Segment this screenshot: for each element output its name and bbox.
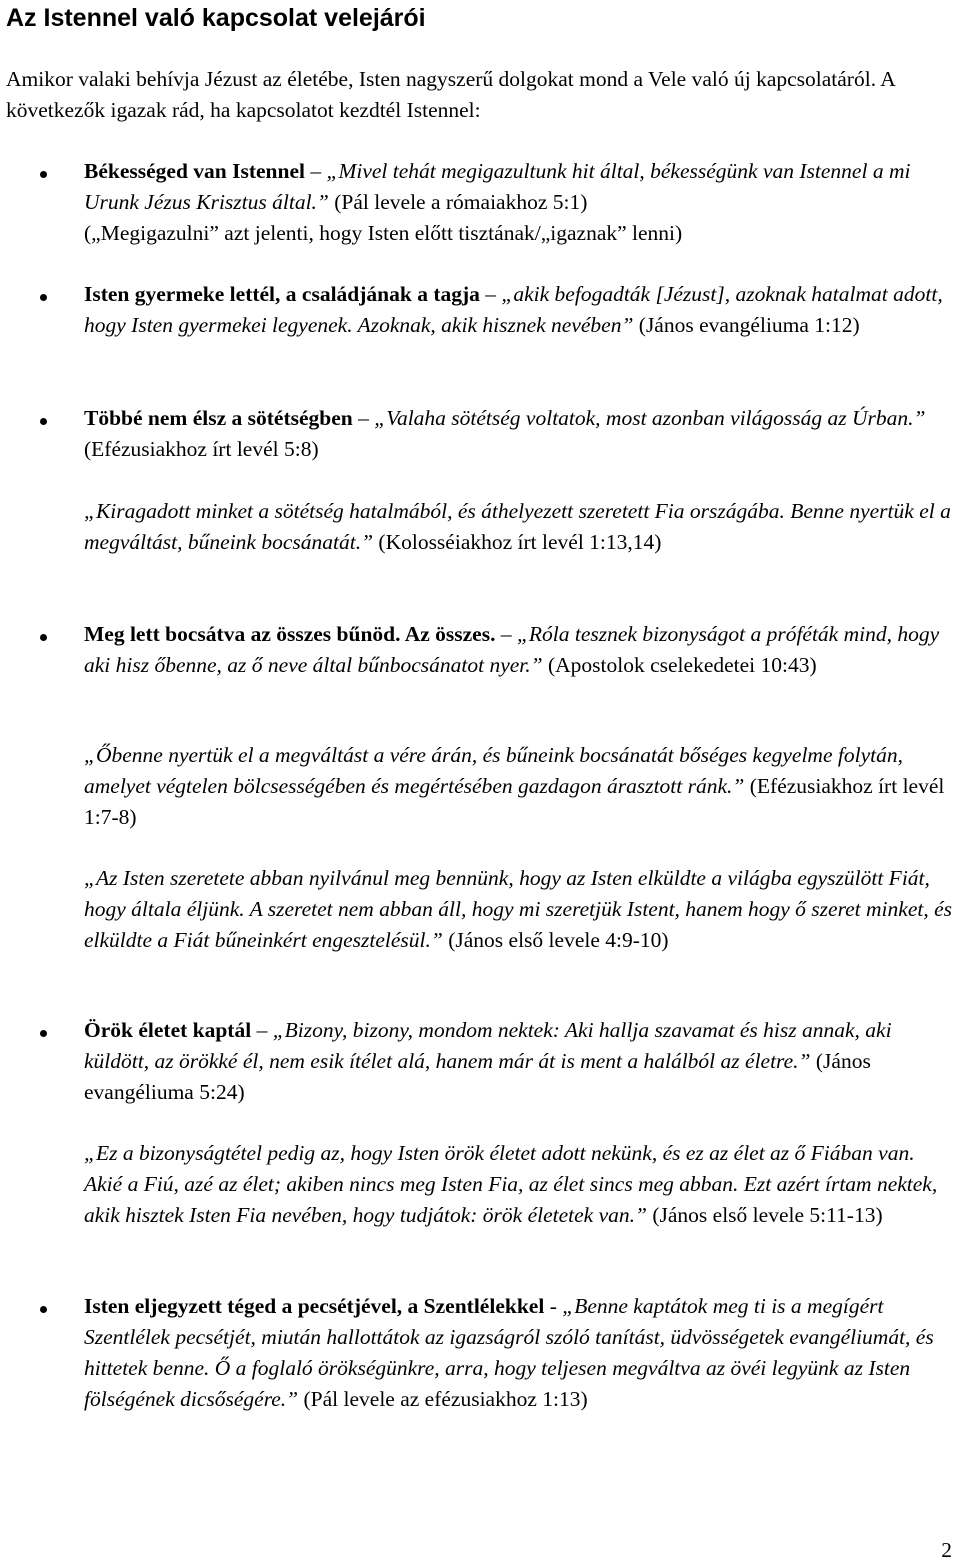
verse-quote: „Az Isten szeretete abban nyilvánul meg bennünk, hogy az Isten elküldte a világba egyszülött Fiát, hogy általa éljünk. A szeretet nem abban áll, hogy mi szeretjük Istent, hanem hogy ő szeret minket, és elküldte a Fiát bűneinkért engesztelésül.” bbox=[84, 866, 952, 952]
verse-reference: (János első levele 5:11-13) bbox=[646, 1203, 883, 1227]
verse-block bbox=[84, 740, 956, 833]
item-heading: Békességed van Istennel bbox=[84, 159, 305, 183]
list-item-child-of-god bbox=[84, 279, 956, 341]
item-heading: Meg lett bocsátva az összes bűnöd. Az összes. bbox=[84, 622, 496, 646]
item-separator: – bbox=[495, 622, 517, 646]
verse-reference: (Kolosséiakhoz írt levél 1:13,14) bbox=[373, 530, 662, 554]
list-item-peace bbox=[84, 156, 956, 249]
item-reference: (Efézusiakhoz írt levél 5:8) bbox=[84, 437, 319, 461]
item-quote: „Bizony, bizony, mondom nektek: Aki hallja szavamat és hisz annak, aki küldött, az örökké él, nem esik ítélet alá, hanem már át is ment a halálból az életre.” bbox=[84, 1018, 892, 1073]
item-quote: „akik befogadták [Jézust], azoknak hatalmat adott, hogy Isten gyermekei legyenek. Azoknak, akik hisznek nevében” bbox=[84, 282, 943, 337]
item-quote: „Valaha sötétség voltatok, most azonban világosság az Úrban.” bbox=[374, 406, 926, 430]
item-reference: (Apostolok cselekedetei 10:43) bbox=[542, 653, 817, 677]
item-quote: „Mivel tehát megigazultunk hit által, békességünk van Istennel a mi Urunk Jézus Krisztus által.” bbox=[84, 159, 911, 214]
item-quote: „Benne kaptátok meg ti is a megígért Szentlélek pecsétjét, miután hallottátok az igazságról szóló tanítást, üdvösségetek evangéliumát, és hittetek benne. Ő a foglaló örökségünkre, arra, hogy teljesen megváltva az övéi legyünk az Isten fölségének dicsőségére.” bbox=[84, 1294, 934, 1411]
item-reference: (Pál levele az efézusiakhoz 1:13) bbox=[298, 1387, 588, 1411]
intro-paragraph: Amikor valaki behívja Jézust az életébe, Isten nagyszerű dolgokat mond a Vele való új kapcsolatáról. A következők igazak rád, ha kapcsolatot kezdtél Istennel: bbox=[6, 67, 895, 122]
list-item-sealed-by-spirit bbox=[84, 1291, 956, 1415]
verse-reference: (János első levele 4:9-10) bbox=[442, 928, 669, 952]
item-quote: „Róla tesznek bizonyságot a próféták mind, hogy aki hisz őbenne, az ő neve által bűnbocsánatot nyer.” bbox=[84, 622, 940, 677]
document-title: Az Istennel való kapcsolat velejárói bbox=[6, 4, 426, 32]
item-heading: Isten eljegyzett téged a pecsétjével, a Szentlélekkel bbox=[84, 1294, 545, 1318]
verse-reference: (Efézusiakhoz írt levél 1:7-8) bbox=[84, 774, 945, 829]
verse-quote: „Kiragadott minket a sötétség hatalmából, és áthelyezett szeretett Fia országába. Benne nyertük el a megváltást, bűneink bocsánatát.” bbox=[84, 499, 951, 554]
item-heading: Isten gyermeke lettél, a családjának a tagja bbox=[84, 282, 480, 306]
bullet-icon bbox=[40, 1306, 47, 1313]
verse-block bbox=[84, 863, 956, 956]
item-separator: – bbox=[251, 1018, 273, 1042]
list-item-forgiven bbox=[84, 619, 956, 681]
item-separator: – bbox=[352, 406, 375, 430]
item-reference: (János evangéliuma 5:24) bbox=[84, 1049, 871, 1104]
list-item-eternal-life bbox=[84, 1015, 956, 1108]
item-reference: (Pál levele a rómaiakhoz 5:1) bbox=[328, 190, 588, 214]
item-separator: – bbox=[304, 159, 327, 183]
bullet-icon bbox=[40, 418, 47, 425]
item-heading: Többé nem élsz a sötétségben bbox=[84, 406, 353, 430]
page-number: 2 bbox=[941, 1538, 952, 1562]
item-note: („Megigazulni” azt jelenti, hogy Isten előtt tisztának/„igaznak” lenni) bbox=[84, 221, 683, 245]
verse-quote: „Őbenne nyertük el a megváltást a vére árán, és bűneink bocsánatát bőséges kegyelme folytán, amelyet végtelen bölcsességében és megértésében gazdagon árasztott ránk.” bbox=[84, 743, 903, 798]
item-separator: – bbox=[479, 282, 502, 306]
item-reference: (János evangéliuma 1:12) bbox=[633, 313, 860, 337]
verse-quote: „Ez a bizonyságtétel pedig az, hogy Isten örök életet adott nekünk, és ez az élet az ő Fiában van. Akié a Fiú, azé az élet; akiben nincs meg Isten Fia, az élet sincs meg abban. Ezt azért írtam nektek, akik hisztek Isten Fia nevében, hogy tudjátok: örök életetek van.” bbox=[84, 1141, 938, 1227]
item-heading: Örök életet kaptál bbox=[84, 1018, 252, 1042]
list-item-no-darkness bbox=[84, 403, 956, 465]
bullet-icon bbox=[40, 171, 47, 178]
bullet-icon bbox=[40, 294, 47, 301]
verse-block bbox=[84, 1138, 956, 1231]
bullet-icon bbox=[40, 1030, 47, 1037]
item-separator: - bbox=[544, 1294, 563, 1318]
verse-block bbox=[84, 496, 956, 558]
bullet-icon bbox=[40, 634, 47, 641]
